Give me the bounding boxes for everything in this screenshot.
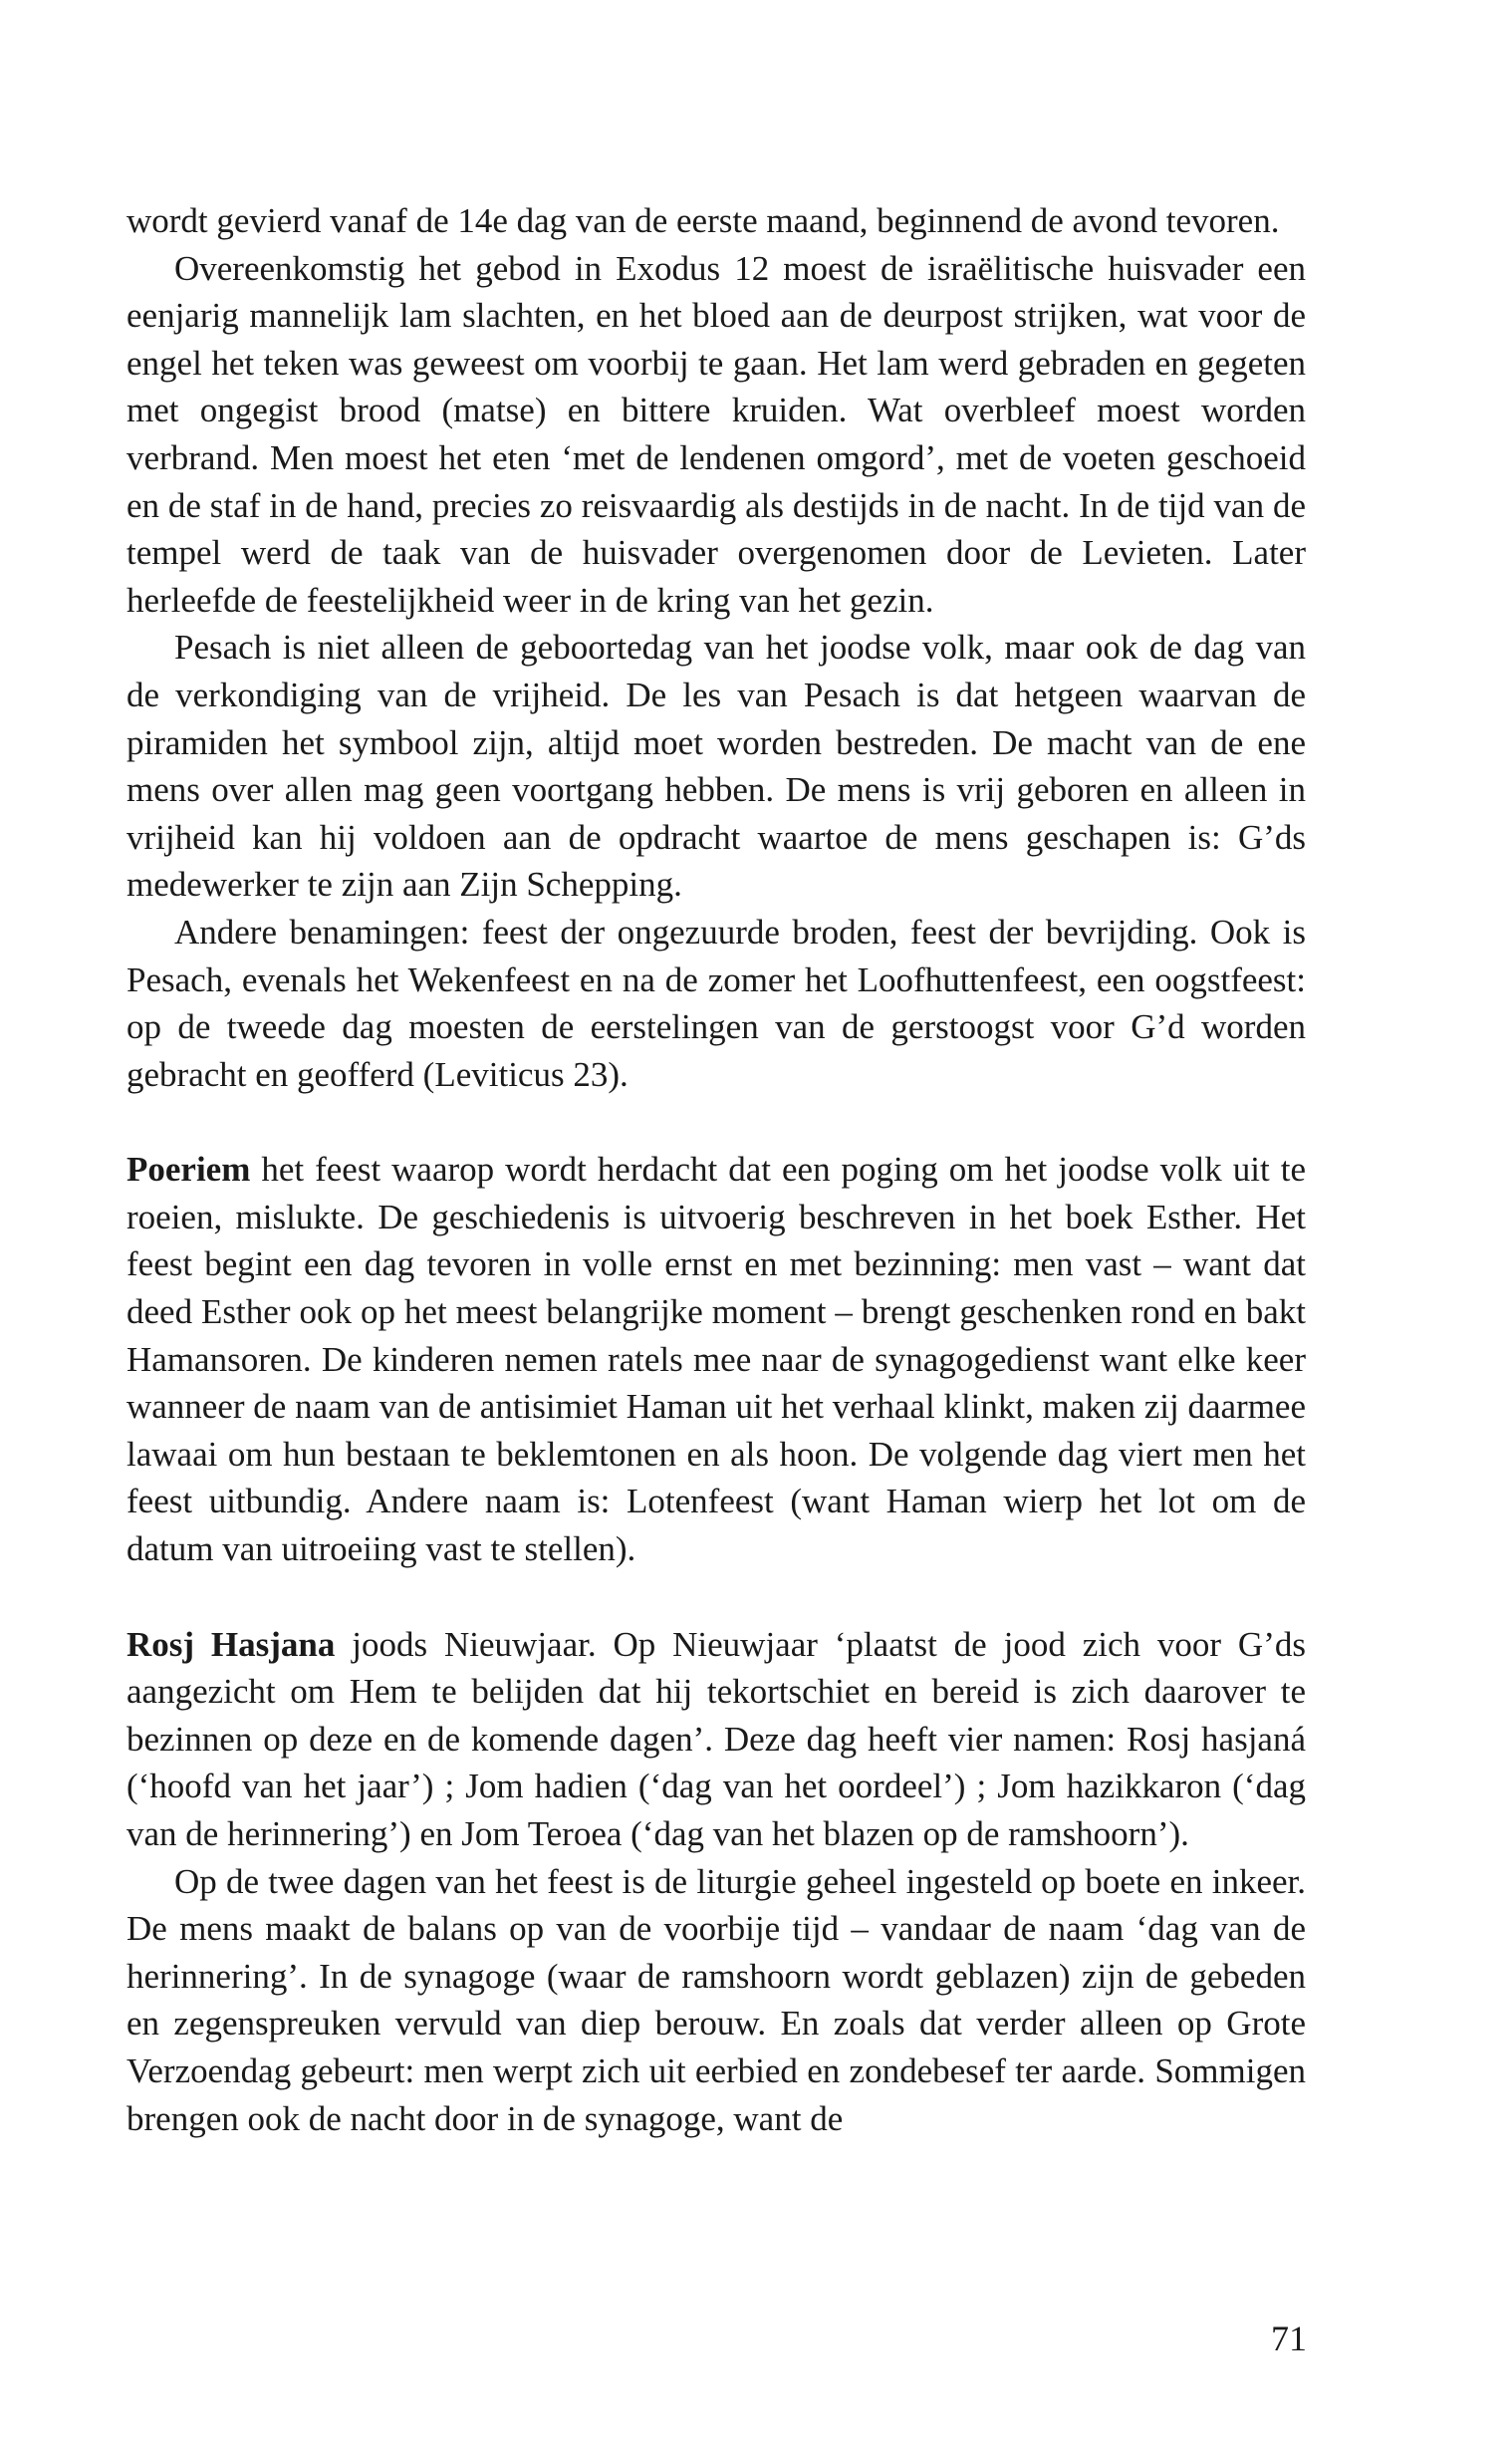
paragraph-other-names: Andere benamingen: feest der ongezuurde broden, feest der bevrijding. Ook is Pesach, evenals het Wekenfeest en na de zomer het Loofhuttenfeest, een oogstfeest: op de tweede dag moesten de eerstelingen van de gerstoogst voor G’d worden gebracht en geofferd (Leviticus 23). [126,912,1306,1094]
paragraph-pesach: Pesach is niet alleen de geboortedag van het joodse volk, maar ook de dag van de verkondiging van de vrijheid. De les van Pesach is dat hetgeen waarvan de piramiden het symbool zijn, altijd moet worden bestreden. De macht van de ene mens over allen mag geen voortgang hebben. De mens is vrij geboren en alleen in vrijheid kan hij voldoen aan de opdracht waartoe de mens geschapen is: G’ds medewerker te zijn aan Zijn Schepping. [126,628,1306,905]
body-text [126,197,1306,2142]
paragraph-continuation: wordt gevierd vanaf de 14e dag van de eerste maand, beginnend de avond tevoren. [126,201,1280,240]
entry-poeriem [126,1146,1306,1572]
paragraph-liturgy: Op de twee dagen van het feest is de liturgie geheel ingesteld op boete en inkeer. De mens maakt de balans op van de voorbije tijd – vandaar de naam ‘dag van de herinnering’. In de synagoge (waar de ramshoorn wordt geblazen) zijn de gebeden en zegenspreuken vervuld van diep berouw. En zoals dat verder alleen op Grote Verzoendag gebeurt: men werpt zich uit eerbied en zondebesef ter aarde. Sommigen brengen ook de nacht door in de synagoge, want de [126,1861,1306,2138]
entry-text-poeriem: het feest waarop wordt herdacht dat een poging om het joodse volk uit te roeien, mislukte. De geschiedenis is uitvoerig beschreven in het boek Esther. Het feest begint een dag tevoren in volle ernst en met bezinning: men vast – want dat deed Esther ook op het meest belangrijke moment – brengt geschenken rond en bakt Hamansoren. De kinderen nemen ratels mee naar de synagogedienst want elke keer wanneer de naam van de antisimiet Haman uit het verhaal klinkt, maken zij daarmee lawaai om hun bestaan te beklemtonen en als hoon. De volgende dag viert men het feest uitbundig. Andere naam is: Lotenfeest (want Haman wierp het lot om de datum van uitroeiing vast te stellen). [126,1150,1306,1569]
entry-text-rosj-hasjana: joods Nieuwjaar. Op Nieuwjaar ‘plaatst de jood zich voor G’ds aangezicht om Hem te belijden dat hij tekortschiet en bereid is zich daarover te bezinnen op deze en de komende dagen’. Deze dag heeft vier namen: Rosj hasjaná (‘hoofd van het jaar’) ; Jom hadien (‘dag van het oordeel’) ; Jom hazikkaron (‘dag van de herinnering’) en Jom Teroea (‘dag van het blazen op de ramshoorn’). [126,1624,1306,1853]
entry-term-rosj-hasjana: Rosj Hasjana [126,1624,336,1664]
paragraph-exodus: Overeenkomstig het gebod in Exodus 12 moest de israëlitische huisvader een eenjarig mannelijk lam slachten, en het bloed aan de deurpost strijken, wat voor de engel het teken was geweest om voorbij te gaan. Het lam werd gebraden en gegeten met ongegist brood (matse) en bittere kruiden. Wat overbleef moest worden verbrand. Men moest het eten ‘met de lendenen omgord’, met de voeten geschoeid en de staf in de hand, precies zo reisvaardig als destijds in de nacht. In de tijd van de tempel werd de taak van de huisvader overgenomen door de Levieten. Later herleefde de feestelijkheid weer in de kring van het gezin. [126,248,1306,620]
entry-rosj-hasjana [126,1621,1306,1858]
page-number: 71 [1271,2318,1307,2358]
entry-term-poeriem: Poeriem [126,1150,251,1190]
